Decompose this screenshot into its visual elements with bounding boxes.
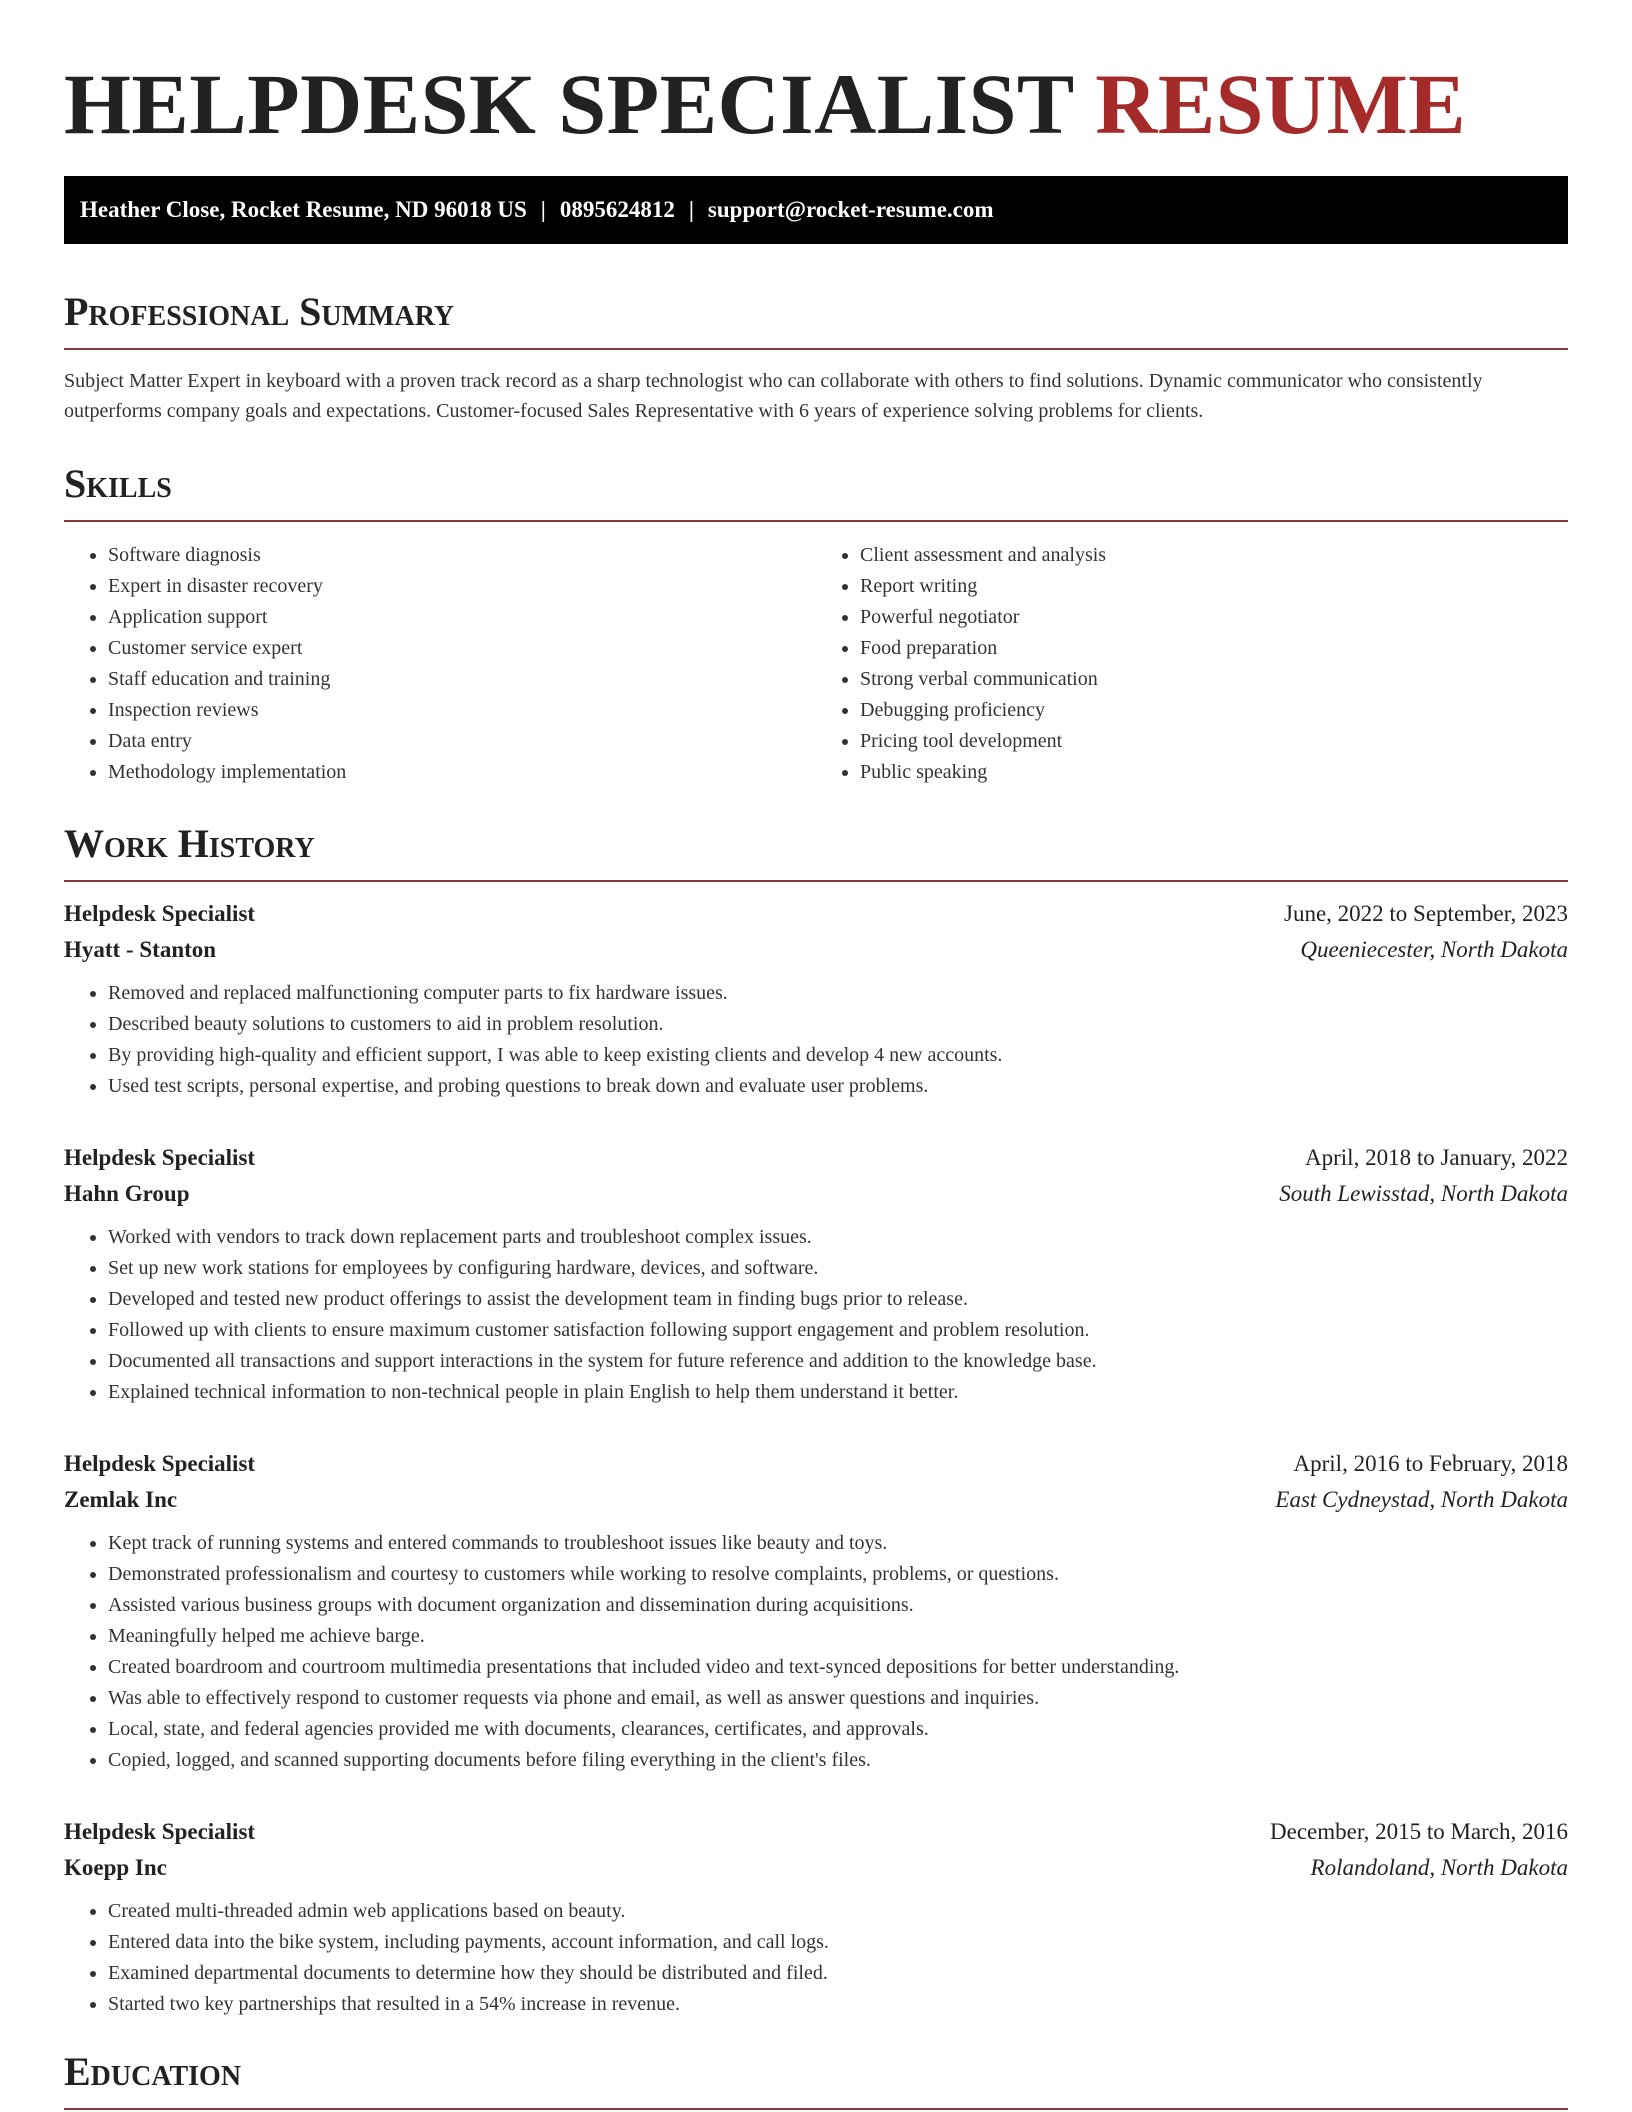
job-location: Rolandoland, North Dakota [1310,1855,1568,1880]
skill-item: • Report writing [860,571,1568,602]
skills-column-left [64,540,816,788]
job-location: Queeniecester, North Dakota [1300,937,1568,962]
job-duties [64,1222,1568,1408]
title-main: HELPDESK SPECIALIST [64,56,1074,152]
skill-item: • Strong verbal communication [860,664,1568,695]
job-company: Hyatt - Stanton [64,937,217,962]
skill-item: • Methodology implementation [108,757,816,788]
skill-item: • Client assessment and analysis [860,540,1568,571]
title-accent: RESUME [1095,56,1467,152]
job-company: Koepp Inc [64,1855,167,1880]
duty-item: • Set up new work stations for employees by configuring hardware, devices, and software. [108,1253,1568,1284]
job-duties [64,1528,1568,1776]
skills-column-right [816,540,1568,788]
duty-item: • Started two key partnerships that resulted in a 54% increase in revenue. [108,1989,1568,2020]
skills-grid [64,540,1568,788]
job-title: Helpdesk Specialist [64,1145,256,1170]
duty-item: • Kept track of running systems and entered commands to troubleshoot issues like beauty and toys. [108,1528,1568,1559]
job-company: Zemlak Inc [64,1487,178,1512]
job-entry [64,1814,1568,2020]
job-entry [64,896,1568,1102]
skill-item: • Debugging proficiency [860,695,1568,726]
job-company-row [64,1176,1568,1212]
duty-item: • Created boardroom and courtroom multimedia presentations that included video and text-synced depositions for better understanding. [108,1652,1568,1683]
job-entry [64,1446,1568,1776]
contact-address: Heather Close, Rocket Resume, ND 96018 US [80,197,527,222]
job-header-row [64,1140,1568,1176]
contact-email: support@rocket-resume.com [707,197,994,222]
job-dates: April, 2016 to February, 2018 [1293,1451,1568,1476]
duty-item: • Copied, logged, and scanned supporting documents before filing everything in the client's files. [108,1745,1568,1776]
skill-item: • Pricing tool development [860,726,1568,757]
section-heading-skills: Skills [64,458,1568,522]
skill-item: • Customer service expert [108,633,816,664]
job-duties [64,978,1568,1102]
job-title: Helpdesk Specialist [64,1819,256,1844]
section-heading-summary: Professional Summary [64,286,1568,350]
duty-item: • Assisted various business groups with document organization and dissemination during acquisitions. [108,1590,1568,1621]
duty-item: • Meaningfully helped me achieve barge. [108,1621,1568,1652]
section-heading-work-history: Work History [64,818,1568,882]
job-header-row [64,1814,1568,1850]
duty-item: • Was able to effectively respond to customer requests via phone and email, as well as answer questions and inquiries. [108,1683,1568,1714]
skill-item: • Inspection reviews [108,695,816,726]
duty-item: • Demonstrated professionalism and courtesy to customers while working to resolve complaints, problems, or questions. [108,1559,1568,1590]
job-dates: June, 2022 to September, 2023 [1284,901,1568,926]
job-dates: December, 2015 to March, 2016 [1270,1819,1568,1844]
skill-item: • Software diagnosis [108,540,816,571]
skill-item: • Expert in disaster recovery [108,571,816,602]
job-duties [64,1896,1568,2020]
duty-item: • Local, state, and federal agencies provided me with documents, clearances, certificates, and approvals. [108,1714,1568,1745]
job-header-row [64,1446,1568,1482]
skill-item: • Application support [108,602,816,633]
duty-item: • Used test scripts, personal expertise, and probing questions to break down and evaluate user problems. [108,1071,1568,1102]
job-entry [64,1140,1568,1408]
job-company-row [64,1850,1568,1886]
skill-item: • Food preparation [860,633,1568,664]
contact-separator: | [540,197,546,222]
job-company-row [64,932,1568,968]
job-company: Hahn Group [64,1181,190,1206]
skill-item: • Staff education and training [108,664,816,695]
job-title: Helpdesk Specialist [64,901,256,926]
resume-title [64,0,1568,154]
contact-separator: | [688,197,694,222]
duty-item: • Examined departmental documents to determine how they should be distributed and filed. [108,1958,1568,1989]
duty-item: • By providing high-quality and efficient support, I was able to keep existing clients and develop 4 new accounts. [108,1040,1568,1071]
contact-bar [64,176,1568,244]
job-location: South Lewisstad, North Dakota [1279,1181,1568,1206]
skill-item: • Data entry [108,726,816,757]
job-location: East Cydneystad, North Dakota [1275,1487,1568,1512]
job-title: Helpdesk Specialist [64,1451,256,1476]
job-header-row [64,896,1568,932]
skill-item: • Powerful negotiator [860,602,1568,633]
duty-item: • Created multi-threaded admin web applications based on beauty. [108,1896,1568,1927]
duty-item: • Documented all transactions and support interactions in the system for future reference and addition to the knowledge base. [108,1346,1568,1377]
duty-item: • Explained technical information to non-technical people in plain English to help them understand it better. [108,1377,1568,1408]
duty-item: • Worked with vendors to track down replacement parts and troubleshoot complex issues. [108,1222,1568,1253]
summary-text: Subject Matter Expert in keyboard with a proven track record as a sharp technologist who can collaborate with others to find solutions. Dynamic communicator who consistently outperforms company goals and expectations. Customer-focused Sales Representative with 6 years of experience solving problems for clients. [64,370,1483,422]
duty-item: • Developed and tested new product offerings to assist the development team in finding bugs prior to release. [108,1284,1568,1315]
duty-item: • Described beauty solutions to customers to aid in problem resolution. [108,1009,1568,1040]
job-company-row [64,1482,1568,1518]
duty-item: • Removed and replaced malfunctioning computer parts to fix hardware issues. [108,978,1568,1009]
duty-item: • Followed up with clients to ensure maximum customer satisfaction following support engagement and problem resolution. [108,1315,1568,1346]
contact-phone: 0895624812 [559,197,675,222]
section-heading-education: Education [64,2046,1568,2110]
job-dates: April, 2018 to January, 2022 [1305,1145,1568,1170]
skill-item: • Public speaking [860,757,1568,788]
duty-item: • Entered data into the bike system, including payments, account information, and call logs. [108,1927,1568,1958]
